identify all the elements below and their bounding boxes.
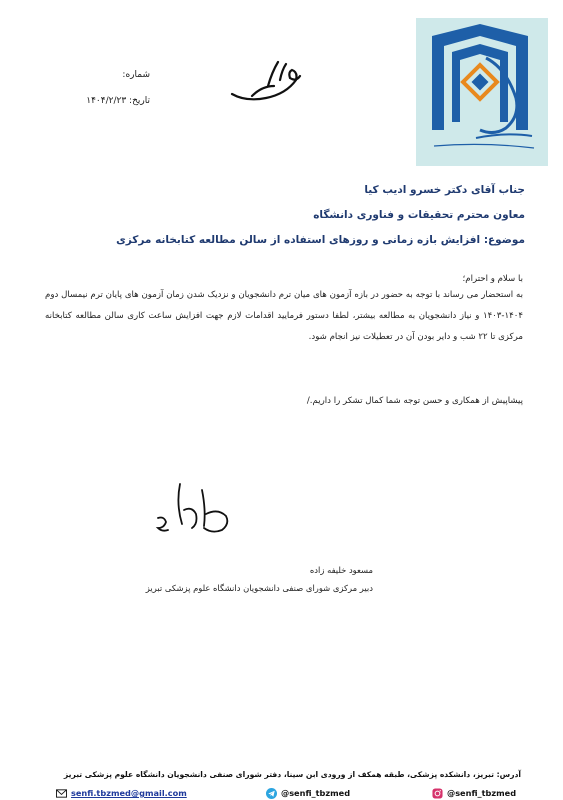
main-paragraph: به استحضار می رساند با توجه به حضور در بازه آزمون های میان ترم دانشجویان و نزدیک شدن زمان آزمون های پایان ترم نیمسال دوم ۱۴۰۴-۱۴۰۳ و نیاز دانشجویان به مطالعه بیشتر، لطفا دستور فرمایید اقدامات لازم جهت افزایش ساعت کاری سالن مطالعه کتابخانه مرکزی تا ۲۲ شب و دایر بودن آن در تعطیلات نیز انجام شود. (45, 290, 523, 342)
council-logo (416, 18, 548, 166)
closing-line: پیشاپیش از همکاری و حسن توجه شما کمال تشکر را داریم./ (306, 396, 523, 406)
instagram-handle[interactable]: @senfi_tbzmed (447, 788, 517, 798)
letter-number (55, 70, 150, 80)
letter-subject: موضوع: افزایش بازه زمانی و روزهای استفاده از سالن مطالعه کتابخانه مرکزی (116, 234, 525, 246)
addressee-name: جناب آقای دکتر خسرو ادیب کیا (364, 184, 525, 196)
handwritten-signature-icon (150, 480, 240, 540)
telegram-icon (266, 788, 277, 799)
logo-emblem-icon (416, 18, 548, 166)
signer-name: مسعود خلیفه زاده (309, 565, 373, 575)
letter-date (55, 96, 150, 106)
signer-title: دبیر مرکزی شورای صنفی دانشجویان دانشگاه علوم پزشکی تبریز (145, 583, 373, 593)
footer-telegram[interactable] (266, 787, 350, 799)
email-address[interactable]: senfi.tbzmed@gmail.com (71, 788, 187, 798)
addressee-position: معاون محترم تحقیقات و فناوری دانشگاه (313, 209, 525, 221)
footer-address: آدرس: تبریز، دانشکده پزشکی، طبقه همکف از ورودی ابن سینا، دفتر شورای صنفی دانشجویان دانشگاه علوم پزشکی تبریز (63, 770, 521, 779)
telegram-handle[interactable]: @senfi_tbzmed (281, 788, 351, 798)
footer-instagram[interactable] (432, 787, 516, 799)
basmala-signature-icon (228, 56, 308, 106)
footer-email[interactable] (56, 787, 187, 799)
number-label: شماره: (122, 70, 150, 80)
email-icon (56, 788, 67, 799)
letter-footer (0, 766, 563, 800)
greeting: با سلام و احترام؛ (462, 274, 523, 284)
instagram-icon (432, 788, 443, 799)
date-label: تاریخ: (129, 96, 150, 106)
date-value: ۱۴۰۴/۲/۲۳ (86, 96, 127, 106)
